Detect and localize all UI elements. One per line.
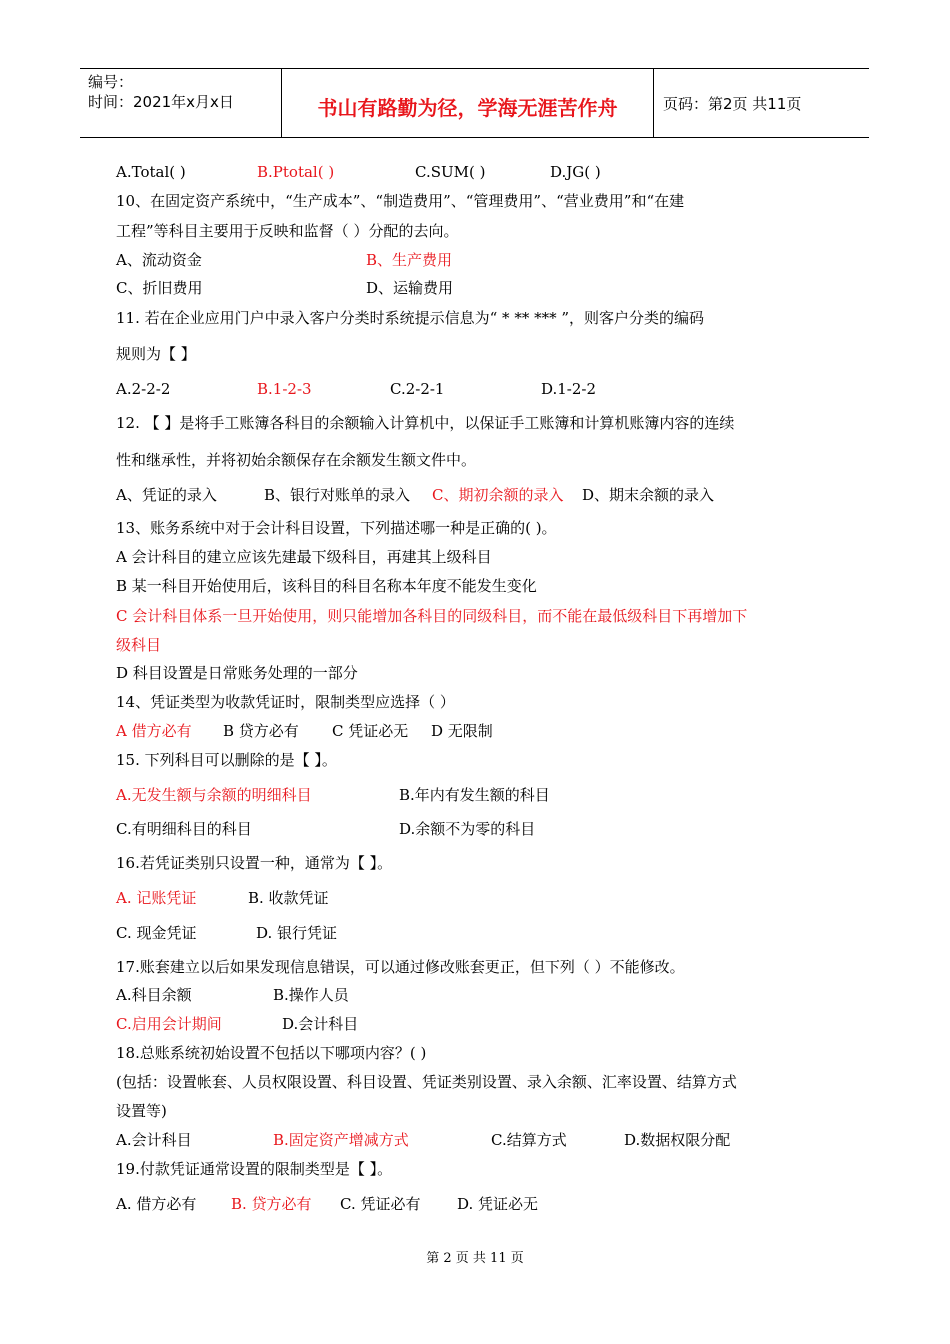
- option-a: A. 借方必有: [116, 1195, 197, 1213]
- option-d: D.JG( ): [550, 163, 601, 181]
- question-16: 16.若凭证类别只设置一种，通常为【 】。: [116, 854, 393, 872]
- question-17: 17.账套建立以后如果发现信息错误，可以通过修改账套更正，但下列（ ）不能修改。: [116, 958, 685, 976]
- option-b: B.操作人员: [273, 986, 349, 1004]
- option-b: B、银行对账单的录入: [264, 486, 411, 504]
- header-number: 编号：: [88, 73, 134, 91]
- option-b-answer: B.Ptotal( ): [257, 163, 335, 181]
- question-13-option-a: A 会计科目的建立应该先建最下级科目，再建其上级科目: [116, 548, 492, 566]
- question-18-note-line-1: (包括：设置帐套、人员权限设置、科目设置、凭证类别设置、录入余额、汇率设置、结算方式: [116, 1073, 737, 1091]
- option-b-answer: B.固定资产增减方式: [273, 1131, 409, 1149]
- question-10-line-2: 工程”等科目主要用于反映和监督（ ）分配的去向。: [116, 222, 459, 240]
- option-c-answer: C、期初余额的录入: [432, 486, 564, 504]
- question-13-option-c-answer-cont: 级科目: [116, 636, 162, 654]
- question-18-note-line-2: 设置等): [116, 1102, 167, 1120]
- option-c: C.SUM( ): [415, 163, 486, 181]
- option-d: D.数据权限分配: [624, 1131, 731, 1149]
- option-c: C 凭证必无: [332, 722, 409, 740]
- option-d: D.会计科目: [282, 1015, 359, 1033]
- option-b: B.年内有发生额的科目: [399, 786, 550, 804]
- option-c: C. 现金凭证: [116, 924, 197, 942]
- option-c: C.结算方式: [491, 1131, 567, 1149]
- option-d: D.余额不为零的科目: [399, 820, 536, 838]
- option-a: A.2-2-2: [116, 380, 171, 398]
- question-18: 18.总账系统初始设置不包括以下哪项内容？( ): [116, 1044, 427, 1062]
- question-11-line-1: 11. 若在企业应用门户中录入客户分类时系统提示信息为“ * ** *** ”，则客户分类的编码: [116, 309, 705, 327]
- page-footer: 第 2 页 共 11 页: [426, 1251, 524, 1266]
- option-a: A.科目余额: [116, 986, 192, 1004]
- option-c-answer: C.启用会计期间: [116, 1015, 222, 1033]
- option-b-answer: B. 贷方必有: [231, 1195, 312, 1213]
- question-12-line-1: 12. 【 】是将手工账簿各科目的余额输入计算机中，以保证手工账簿和计算机账簿内容的连续: [116, 414, 735, 432]
- option-b-answer: B.1-2-3: [257, 380, 312, 398]
- question-15: 15. 下列科目可以删除的是【 】。: [116, 751, 337, 769]
- option-b-answer: B、生产费用: [366, 251, 453, 269]
- header-page: 页码：第2页 共11页: [663, 95, 802, 113]
- option-a: A、流动资金: [116, 251, 202, 269]
- option-c: C、折旧费用: [116, 279, 203, 297]
- option-d: D. 银行凭证: [256, 924, 338, 942]
- question-10-line-1: 10、在固定资产系统中，“生产成本”、“制造费用”、“管理费用”、“营业费用”和“在建: [116, 192, 685, 210]
- header-left: [88, 72, 234, 112]
- question-13-option-c-answer: C 会计科目体系一旦开始使用，则只能增加各科目的同级科目，而不能在最低级科目下再增加下: [116, 607, 748, 625]
- option-a-answer: A.无发生额与余额的明细科目: [116, 786, 312, 804]
- option-d: D、运输费用: [366, 279, 454, 297]
- header-motto: 书山有路勤为径，学海无涯苦作舟: [317, 96, 618, 120]
- option-c: C.有明细科目的科目: [116, 820, 252, 838]
- question-11-line-2: 规则为【 】: [116, 345, 196, 363]
- page-header: [80, 68, 869, 138]
- option-b: B. 收款凭证: [248, 889, 329, 907]
- question-13: 13、账务系统中对于会计科目设置，下列描述哪一种是正确的( )。: [116, 519, 557, 537]
- option-d: D 无限制: [431, 722, 493, 740]
- option-a-answer: A. 记账凭证: [116, 889, 197, 907]
- question-12-line-2: 性和继承性，并将初始余额保存在余额发生额文件中。: [116, 451, 477, 469]
- question-13-option-d: D 科目设置是日常账务处理的一部分: [116, 664, 358, 682]
- header-time: 时间：2021年x月x日: [88, 93, 234, 111]
- option-b: B 贷方必有: [223, 722, 299, 740]
- option-d: D.1-2-2: [541, 380, 597, 398]
- option-d: D. 凭证必无: [457, 1195, 539, 1213]
- option-a-answer: A 借方必有: [116, 722, 192, 740]
- option-c: C.2-2-1: [390, 380, 445, 398]
- option-c: C. 凭证必有: [340, 1195, 421, 1213]
- option-a: A.Total( ): [116, 163, 186, 181]
- option-d: D、期末余额的录入: [582, 486, 715, 504]
- header-divider: [653, 69, 654, 137]
- question-13-option-b: B 某一科目开始使用后，该科目的科目名称本年度不能发生变化: [116, 577, 537, 595]
- question-14: 14、凭证类型为收款凭证时，限制类型应选择（ ）: [116, 693, 455, 711]
- question-19: 19.付款凭证通常设置的限制类型是【 】。: [116, 1160, 393, 1178]
- option-a: A.会计科目: [116, 1131, 192, 1149]
- option-a: A、凭证的录入: [116, 486, 217, 504]
